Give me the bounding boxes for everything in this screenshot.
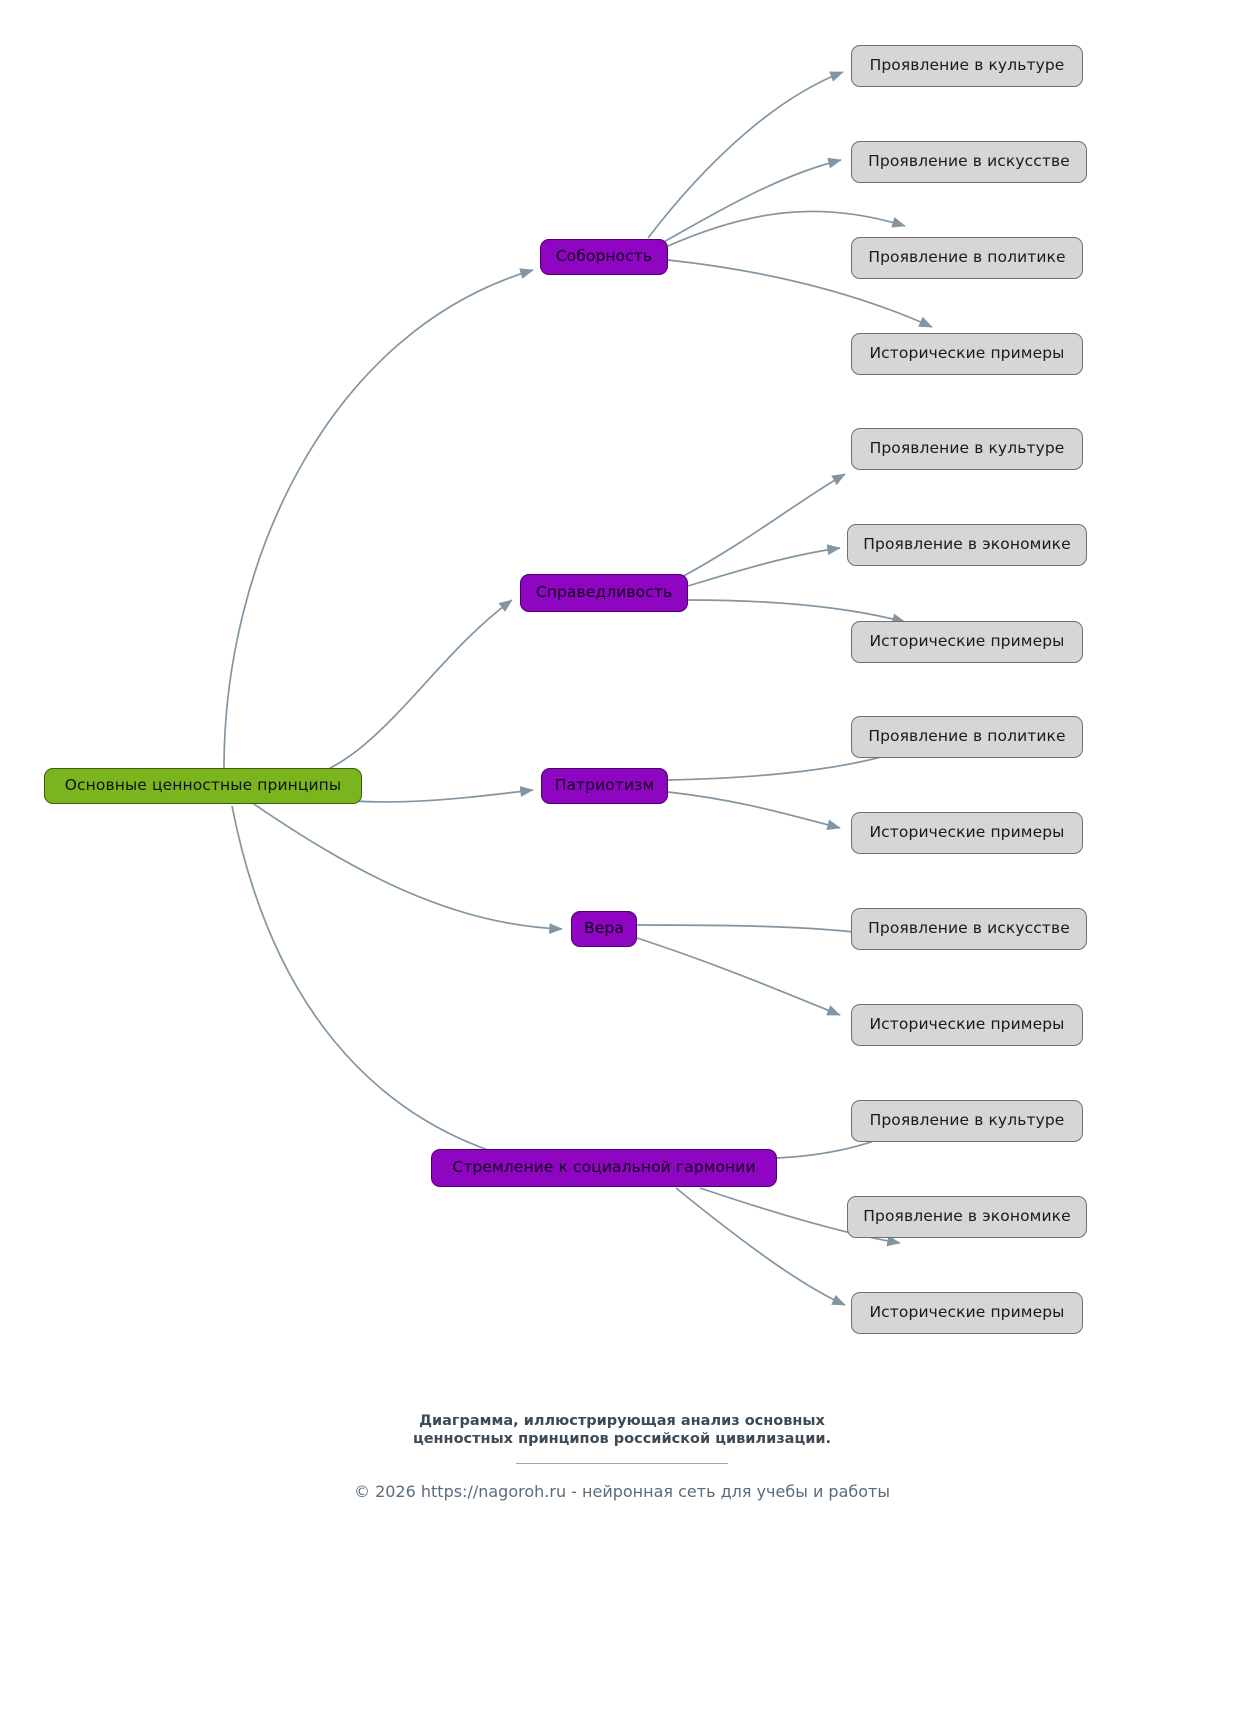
node-principle-label: Соборность (555, 247, 653, 266)
edge-root-spravedlivost (300, 600, 512, 780)
node-leaf-label: Проявление в культуре (869, 1111, 1065, 1130)
node-leaf[interactable] (851, 45, 1083, 87)
node-leaf[interactable] (847, 1196, 1087, 1238)
node-principle-label: Патриотизм (554, 776, 655, 795)
node-leaf-label: Исторические примеры (869, 632, 1065, 651)
node-root-label: Основные ценностные принципы (64, 776, 342, 795)
edge-root-garmoniya (232, 806, 520, 1160)
node-leaf-label: Проявление в экономике (863, 535, 1071, 554)
node-root[interactable] (44, 768, 362, 804)
node-leaf[interactable] (851, 621, 1083, 663)
node-principle-spravedlivost[interactable] (520, 574, 688, 612)
edge-sobornost-l1 (648, 72, 843, 238)
node-leaf[interactable] (851, 1292, 1083, 1334)
node-principle-garmoniya[interactable] (431, 1149, 777, 1187)
edge-root-sobornost (224, 270, 533, 768)
edge-garmoniya-l14 (676, 1188, 845, 1305)
node-leaf-label: Проявление в политике (868, 248, 1066, 267)
node-principle-label: Стремление к социальной гармонии (452, 1158, 756, 1177)
node-leaf[interactable] (851, 237, 1083, 279)
node-leaf[interactable] (851, 333, 1083, 375)
node-leaf-label: Проявление в культуре (869, 56, 1065, 75)
caption-line-1: Диаграмма, иллюстрирующая анализ основных (419, 1413, 825, 1429)
node-leaf[interactable] (851, 1004, 1083, 1046)
node-leaf-label: Исторические примеры (869, 1303, 1065, 1322)
node-leaf[interactable] (851, 908, 1087, 950)
edge-patriotizm-l9 (668, 792, 840, 828)
node-leaf-label: Исторические примеры (869, 1015, 1065, 1034)
node-principle-sobornost[interactable] (540, 239, 668, 275)
edge-spravedlivost-l6 (688, 548, 840, 586)
node-principle-label: Справедливость (535, 583, 673, 602)
edge-spravedlivost-l7 (688, 600, 905, 622)
node-leaf[interactable] (847, 524, 1087, 566)
edge-sobornost-l2 (662, 160, 841, 243)
edge-spravedlivost-l5 (680, 474, 845, 578)
node-principle-vera[interactable] (571, 911, 637, 947)
node-leaf[interactable] (851, 716, 1083, 758)
caption-line-2: ценностных принципов российской цивилизации. (412, 1431, 832, 1447)
node-leaf[interactable] (851, 1100, 1083, 1142)
node-leaf-label: Проявление в культуре (869, 439, 1065, 458)
node-leaf-label: Исторические примеры (869, 823, 1065, 842)
node-principle-patriotizm[interactable] (541, 768, 668, 804)
node-leaf[interactable] (851, 141, 1087, 183)
caption-divider (516, 1463, 728, 1464)
node-leaf-label: Исторические примеры (869, 344, 1065, 363)
edge-vera-l11 (637, 938, 840, 1015)
node-leaf[interactable] (851, 812, 1083, 854)
node-leaf[interactable] (851, 428, 1083, 470)
footer-credit: © 2026 https://nagoroh.ru - нейронная сеть для учебы и работы (353, 1482, 890, 1501)
node-leaf-label: Проявление в искусстве (868, 919, 1070, 938)
node-leaf-label: Проявление в искусстве (868, 152, 1070, 171)
node-leaf-label: Проявление в политике (868, 727, 1066, 746)
node-leaf-label: Проявление в экономике (863, 1207, 1071, 1226)
node-principle-label: Вера (584, 919, 624, 938)
edge-root-vera (248, 800, 562, 929)
